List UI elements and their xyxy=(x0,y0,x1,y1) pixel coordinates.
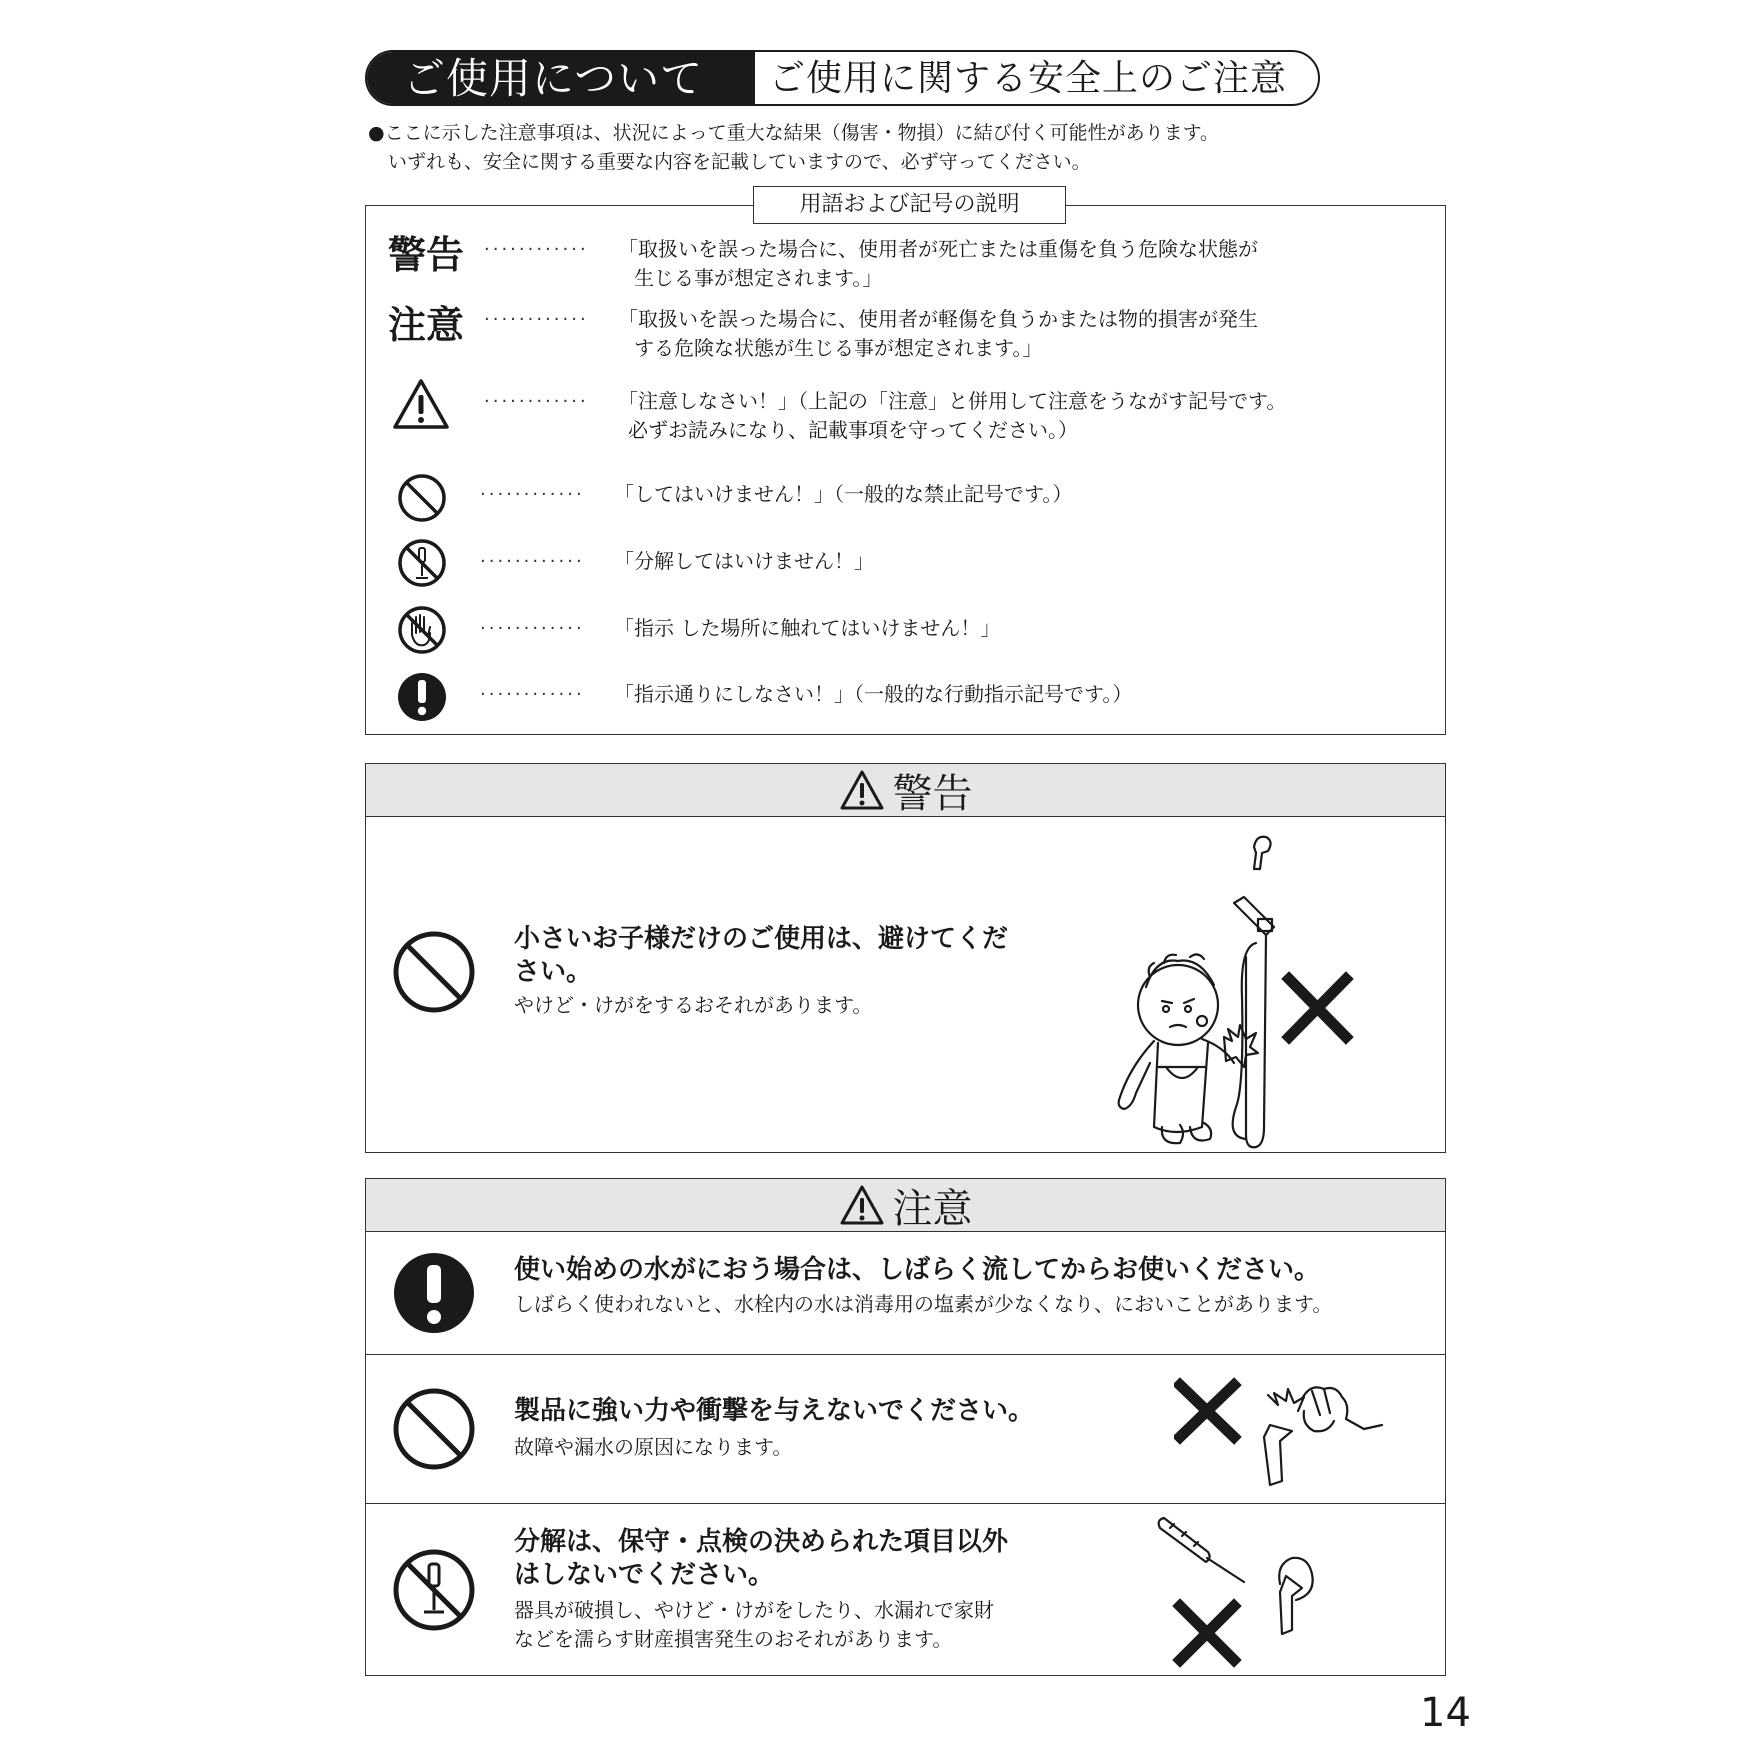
caution-row-3 xyxy=(366,1503,1445,1678)
warning-triangle-icon xyxy=(839,1184,885,1226)
prohibition-icon xyxy=(392,1387,476,1471)
term-warning: 警告 xyxy=(388,233,465,277)
caution-panel xyxy=(365,1178,1446,1676)
term-caution: 注意 xyxy=(388,303,465,347)
warning-main-2: さい。 xyxy=(514,957,593,987)
leader-dots: ············ xyxy=(480,618,585,639)
mandatory-desc: 「指示通りにしなさい！」（一般的な行動指示記号です。） xyxy=(614,682,1133,706)
mandatory-action-icon xyxy=(392,1251,476,1335)
prohibition-icon xyxy=(397,473,447,523)
leader-dots: ············ xyxy=(484,239,589,260)
impact-illustration xyxy=(1174,1375,1394,1493)
warning-sub: やけど・けがをするおそれがあります。 xyxy=(514,993,873,1017)
prohibition-icon xyxy=(392,930,476,1014)
leader-dots: ············ xyxy=(480,551,585,572)
warning-main-1: 小さいお子様だけのご使用は、避けてくだ xyxy=(514,924,1009,954)
header-divider xyxy=(733,52,755,106)
caution-2-main: 製品に強い力や衝撃を与えないでください。 xyxy=(514,1396,1035,1426)
caution-1-sub: しばらく使われないと、水栓内の水は消毒用の塩素が少なくなり、においことがあります。 xyxy=(514,1292,1333,1316)
page-number: 14 xyxy=(1420,1690,1471,1736)
leader-dots: ············ xyxy=(480,484,585,505)
term-caution-desc-2: する危険な状態が生じる事が想定されます。」 xyxy=(634,336,1043,360)
term-warning-desc-2: 生じる事が想定されます。」 xyxy=(634,266,883,290)
caution-heading: 注意 xyxy=(892,1185,973,1232)
child-shower-illustration xyxy=(1106,827,1426,1149)
section-header xyxy=(365,50,1320,106)
term-caution-desc-1: 「取扱いを誤った場合に、使用者が軽傷を負うかまたは物的損害が発生 xyxy=(618,307,1258,331)
caution-2-sub: 故障や漏水の原因になります。 xyxy=(514,1435,793,1459)
no-touch-desc: 「指示 した場所に触れてはいけません！」 xyxy=(614,616,1001,640)
triangle-desc-1: 「注意しなさい！」（上記の「注意」と併用して注意をうながす記号です。 xyxy=(618,389,1287,413)
prohibition-desc: 「してはいけません！」（一般的な禁止記号です。） xyxy=(614,482,1073,506)
caution-3-sub-1: 器具が破損し、やけど・けがをしたり、水漏れで家財 xyxy=(514,1598,994,1622)
no-disassembly-desc: 「分解してはいけません！」 xyxy=(614,549,874,573)
intro-line-1: ●ここに示した注意事項は、状況によって重大な結果（傷害・物損）に結び付く可能性があります。 xyxy=(368,122,1220,144)
section-subtitle: ご使用に関する安全上のご注意 xyxy=(769,58,1288,99)
caution-1-main: 使い始めの水がにおう場合は、しばらく流してからお使いください。 xyxy=(514,1255,1321,1285)
warning-panel-header xyxy=(366,764,1445,817)
no-disassembly-icon xyxy=(392,1548,476,1632)
caution-panel-header xyxy=(366,1179,1445,1232)
screwdriver-disassembly-illustration xyxy=(1152,1514,1332,1674)
legend-box xyxy=(365,192,1446,735)
leader-dots: ············ xyxy=(480,684,585,705)
caution-row-1 xyxy=(366,1232,1445,1354)
caution-3-main-2: はしないでください。 xyxy=(514,1560,775,1590)
no-touch-icon xyxy=(397,603,447,657)
warning-row xyxy=(366,817,1445,1153)
section-title: ご使用について xyxy=(367,52,755,104)
warning-panel xyxy=(365,763,1446,1153)
warning-heading: 警告 xyxy=(892,770,973,817)
intro-line-2: いずれも、安全に関する重要な内容を記載していますので、必ず守ってください。 xyxy=(388,151,1091,173)
leader-dots: ············ xyxy=(484,391,589,412)
warning-triangle-icon xyxy=(839,769,885,811)
warning-triangle-icon xyxy=(392,378,450,430)
term-warning-desc-1: 「取扱いを誤った場合に、使用者が死亡または重傷を負う危険な状態が xyxy=(618,237,1258,261)
legend-title: 用語および記号の説明 xyxy=(753,186,1066,224)
triangle-desc-2: 必ずお読みになり、記載事項を守ってください。） xyxy=(628,418,1078,442)
leader-dots: ············ xyxy=(484,309,589,330)
caution-row-2 xyxy=(366,1354,1445,1503)
caution-3-main-1: 分解は、保守・点検の決められた項目以外 xyxy=(514,1527,1009,1557)
caution-3-sub-2: などを濡らす財産損害発生のおそれがあります。 xyxy=(514,1627,953,1651)
mandatory-action-icon xyxy=(397,671,447,723)
no-disassembly-icon xyxy=(397,536,447,590)
